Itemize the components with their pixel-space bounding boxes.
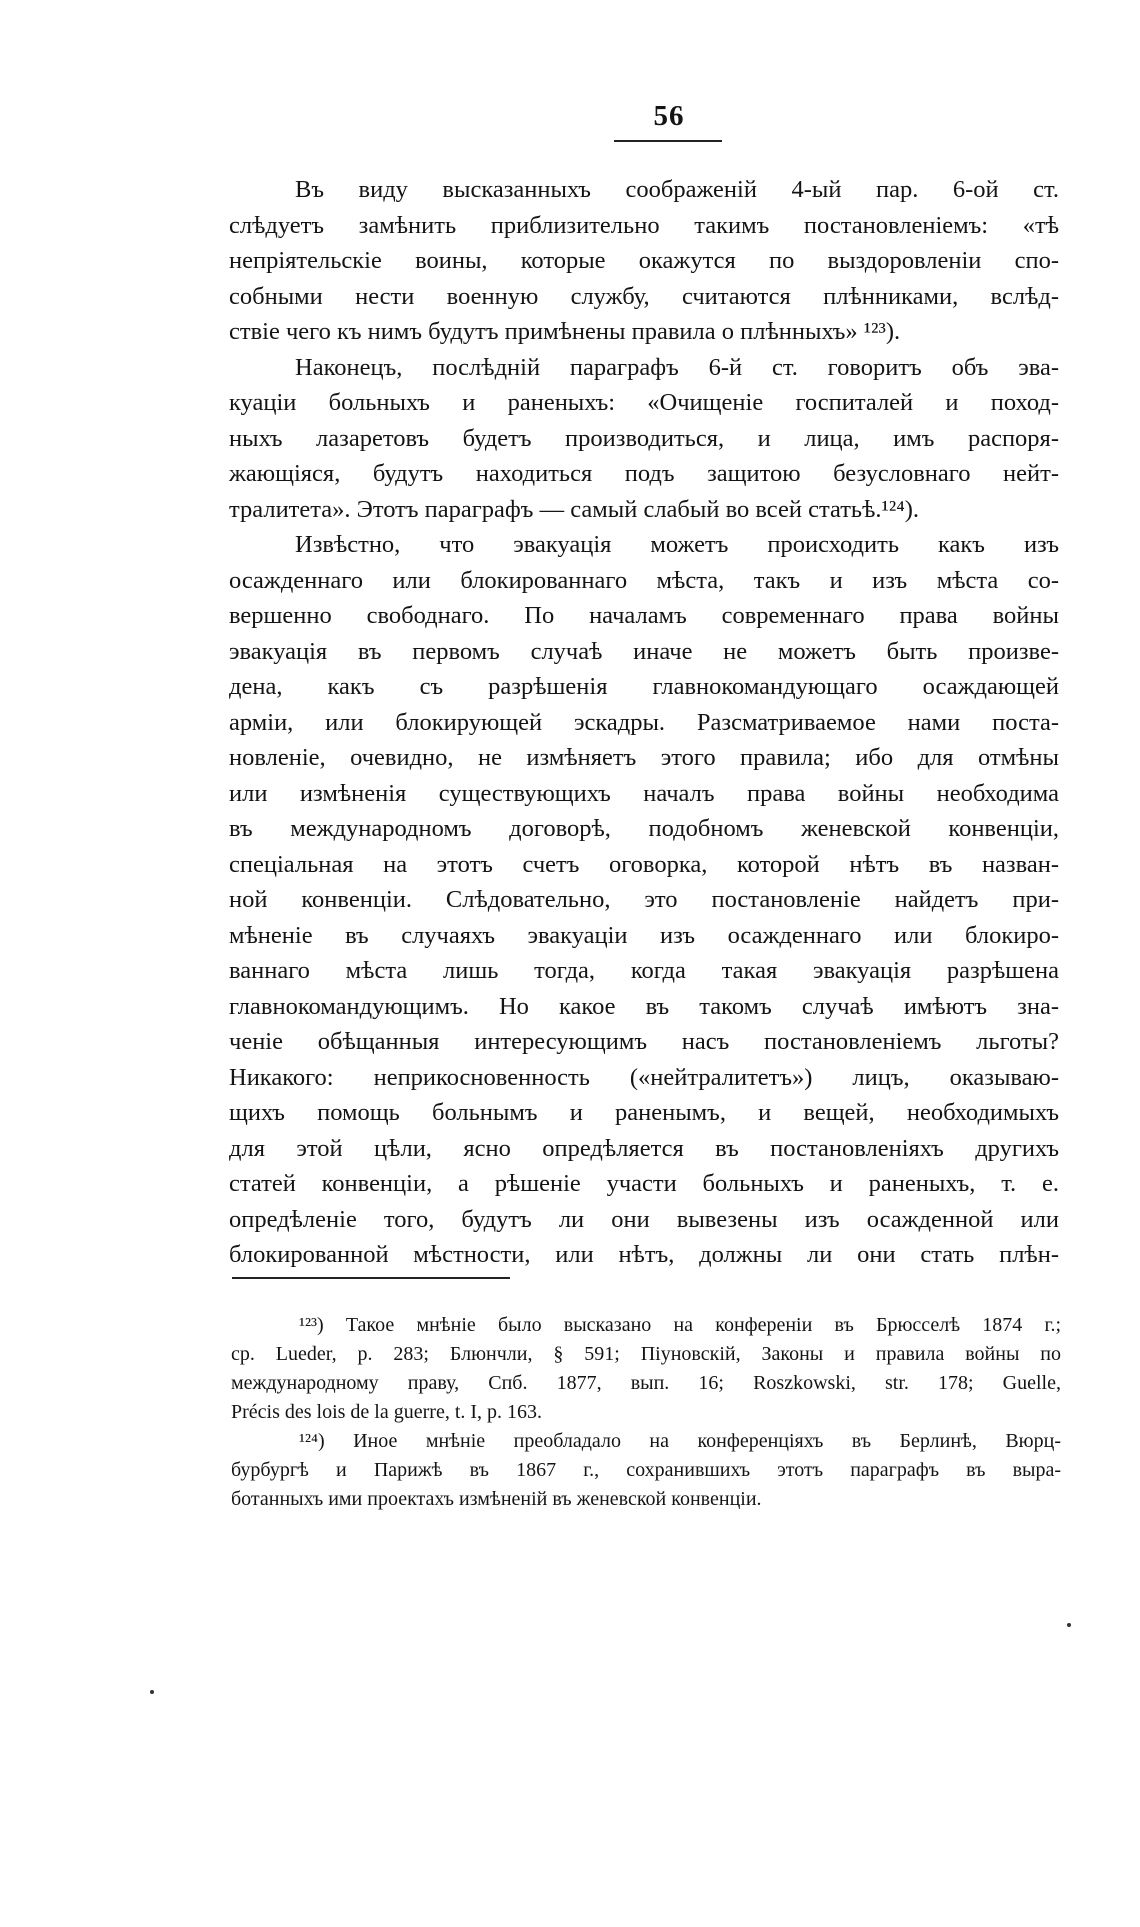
page-number: 56	[653, 100, 685, 132]
text-line: Наконецъ, послѣднiй параграфъ 6-й ст. говоритъ объ эва-	[295, 353, 1059, 381]
footnotes	[231, 1311, 1061, 1514]
text-line: мѣненiе въ случаяхъ эвакуацiи изъ осажденнаго или блокиро-	[229, 921, 1059, 949]
text-line: опредѣленiе того, будутъ ли они вывезены изъ осажденной или	[229, 1205, 1059, 1233]
footnote-line: международному праву, Спб. 1877, вып. 16; Roszkowski, str. 178; Guelle,	[231, 1372, 1061, 1394]
text-line: жающiяся, будутъ находиться подъ защитою безусловнаго нейт-	[229, 460, 1059, 487]
footnote-line: бурбургѣ и Парижѣ въ 1867 г., сохранившихъ этотъ параграфъ въ выра-	[231, 1459, 1061, 1481]
text-line: спецiальная на этотъ счетъ оговорка, которой нѣтъ въ назван-	[229, 850, 1059, 878]
text-line: статей конвенцiи, а рѣшенiе участи больныхъ и раненыхъ, т. е.	[229, 1170, 1059, 1197]
text-line: Въ виду высказанныхъ соображенiй 4-ый пар. 6-ой ст.	[295, 176, 1059, 203]
text-line: Извѣстно, что эвакуацiя можетъ происходить какъ изъ	[295, 531, 1059, 558]
text-line: собными нести военную службу, считаются плѣнниками, вслѣд-	[229, 282, 1059, 310]
text-line: ствiе чего къ нимъ будутъ примѣнены правила о плѣнныхъ» ¹²³).	[229, 318, 901, 345]
text-line: въ международномъ договорѣ, подобномъ женевской конвенцiи,	[229, 815, 1059, 842]
footnote-separator	[232, 1277, 510, 1279]
text-line: главнокомандующимъ. Но какое въ такомъ случаѣ имѣютъ зна-	[229, 992, 1059, 1020]
text-line: непрiятельскiе воины, которые окажутся по выздоровленiи спо-	[229, 247, 1059, 274]
text-line: Никакого: неприкосновенность («нейтралитетъ») лицъ, оказываю-	[229, 1063, 1059, 1091]
main-text	[229, 172, 1059, 1273]
footnote-line: ботанныхъ ими проектахъ измѣненiй въ женевской конвенцiи.	[231, 1488, 762, 1510]
footnote-line: ¹²³) Такое мнѣнiе было высказано на конференiи въ Брюсселѣ 1874 г.;	[299, 1314, 1061, 1336]
text-line: куацiи больныхъ и раненыхъ: «Очищенiе госпиталей и поход-	[229, 389, 1059, 416]
page-number-underline	[614, 140, 722, 142]
footnote-line: ¹²⁴) Иное мнѣнiе преобладало на конференцiяхъ въ Берлинѣ, Вюрц-	[299, 1430, 1061, 1452]
text-line: вершенно свободнаго. По началамъ современнаго права войны	[229, 602, 1059, 629]
text-line: ваннаго мѣста лишь тогда, когда такая эвакуацiя разрѣшена	[229, 957, 1059, 984]
text-line: блокированной мѣстности, или нѣтъ, должны ли они стать плѣн-	[229, 1241, 1059, 1268]
text-line: тралитета». Этотъ параграфъ — самый слабый во всей статьѣ.¹²⁴).	[229, 495, 920, 523]
footnote-line: Précis des lois de la guerre, t. I, p. 163.	[231, 1401, 543, 1423]
text-line: или измѣненiя существующихъ началъ права войны необходима	[229, 779, 1059, 807]
text-line: армiи, или блокирующей эскадры. Разсматриваемое нами поста-	[229, 708, 1059, 736]
text-line: дена, какъ съ разрѣшенiя главнокомандующаго осаждающей	[229, 673, 1059, 700]
text-line: осажденнаго или блокированнаго мѣста, такъ и изъ мѣста со-	[229, 566, 1059, 594]
text-line: новленiе, очевидно, не измѣняетъ этого правила; ибо для отмѣны	[229, 744, 1059, 771]
text-line: ной конвенцiи. Слѣдовательно, это постановленiе найдетъ при-	[229, 886, 1059, 913]
text-line: ныхъ лазаретовъ будетъ производиться, и лица, имъ распоря-	[229, 424, 1059, 452]
text-line: слѣдуетъ замѣнить приблизительно такимъ постановленiемъ: «тѣ	[229, 211, 1059, 239]
ink-speck	[150, 1690, 154, 1694]
text-line: эвакуацiя въ первомъ случаѣ иначе не можетъ быть произве-	[229, 637, 1059, 665]
text-line: ченiе обѣщанныя интересующимъ насъ постановленiемъ льготы?	[229, 1028, 1059, 1055]
ink-speck	[1067, 1623, 1071, 1627]
footnote-line: ср. Lueder, p. 283; Блюнчли, § 591; Пiуновскiй, Законы и правила войны по	[231, 1343, 1061, 1365]
text-line: щихъ помощь больнымъ и раненымъ, и вещей, необходимыхъ	[229, 1099, 1059, 1126]
text-line: для этой цѣли, ясно опредѣляется въ постановленiяхъ другихъ	[229, 1134, 1059, 1162]
